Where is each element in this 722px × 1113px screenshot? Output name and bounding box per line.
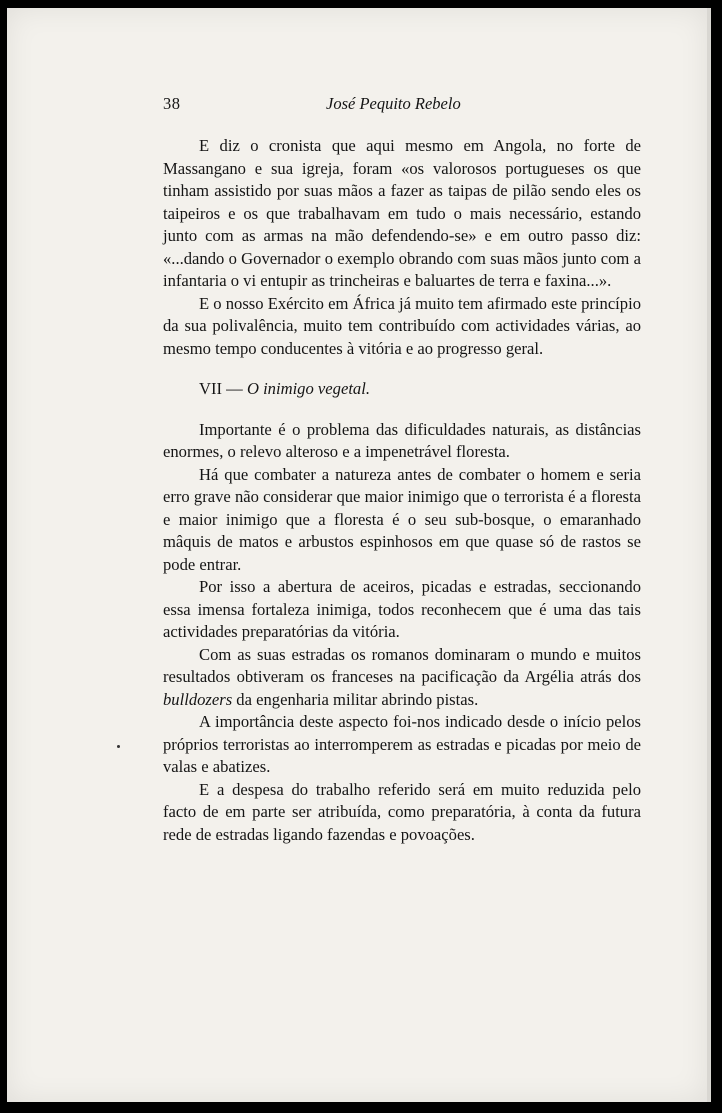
scan-speck <box>117 745 120 748</box>
paragraph <box>163 644 641 712</box>
paragraph-text: Com as suas estradas os romanos dominaram o mundo e muitos resultados obtiveram os franceses na pacificação da Argélia atrás dos <box>163 644 641 686</box>
paragraph: E o nosso Exército em África já muito tem afirmado este princípio da sua polivalência, muito tem contribuído com actividades várias, ao mesmo tempo conducentes à vitória e ao progresso geral. <box>163 293 641 358</box>
paragraph: E diz o cronista que aqui mesmo em Angola, no forte de Massangano e sua igreja, foram «os valorosos portugueses os que tinham assistido por suas mãos a fazer as taipas de pilão sendo eles os taipeiros e os que trabalhavam em tudo o mais necessário, estando junto com as armas na mão defendendo-se» e em outro passo diz: «...dando o Governador o exemplo obrando com suas mãos junto com a infantaria o vi entupir as trincheiras e baluartes de terra e faxina...». <box>163 136 641 290</box>
paragraph: E a despesa do trabalho referido será em muito reduzida pelo facto de em parte ser atribuída, como preparatória, à conta da futura rede de estradas ligando fazendas e povoações. <box>163 779 641 844</box>
section-number: VII — <box>199 379 247 398</box>
paragraph: A importância deste aspecto foi-nos indicado desde o início pelos próprios terroristas ao interromperem as estradas e picadas por meio de valas e abatizes. <box>163 712 641 776</box>
italic-term: bulldozers <box>163 689 233 709</box>
page-number: 38 <box>163 94 181 113</box>
page-edge <box>707 8 711 1102</box>
page-header <box>163 94 641 116</box>
paragraph: Por isso a abertura de aceiros, picadas e estradas, seccionando essa imensa fortaleza inimiga, todos reconhecem que é uma das tais actividades preparatórias da vitória. <box>163 577 641 641</box>
paragraph: Há que combater a natureza antes de combater o homem e seria erro grave não considerar que maior inimigo que o terrorista é a floresta e maior inimigo que a floresta é o seu sub-bosque, o emaranhado mâquis de matos e arbustos espinhosos em que quase só de rastos se pode entrar. <box>163 464 641 574</box>
body-text <box>163 135 641 846</box>
section-heading <box>163 378 641 401</box>
section-title: O inimigo vegetal. <box>246 379 370 398</box>
paragraph-text: da engenharia militar abrindo pistas. <box>232 689 479 709</box>
running-head: José Pequito Rebelo <box>326 94 461 113</box>
paragraph: Importante é o problema das dificuldades naturais, as distâncias enormes, o relevo alteroso e a impenetrável floresta. <box>163 419 641 461</box>
